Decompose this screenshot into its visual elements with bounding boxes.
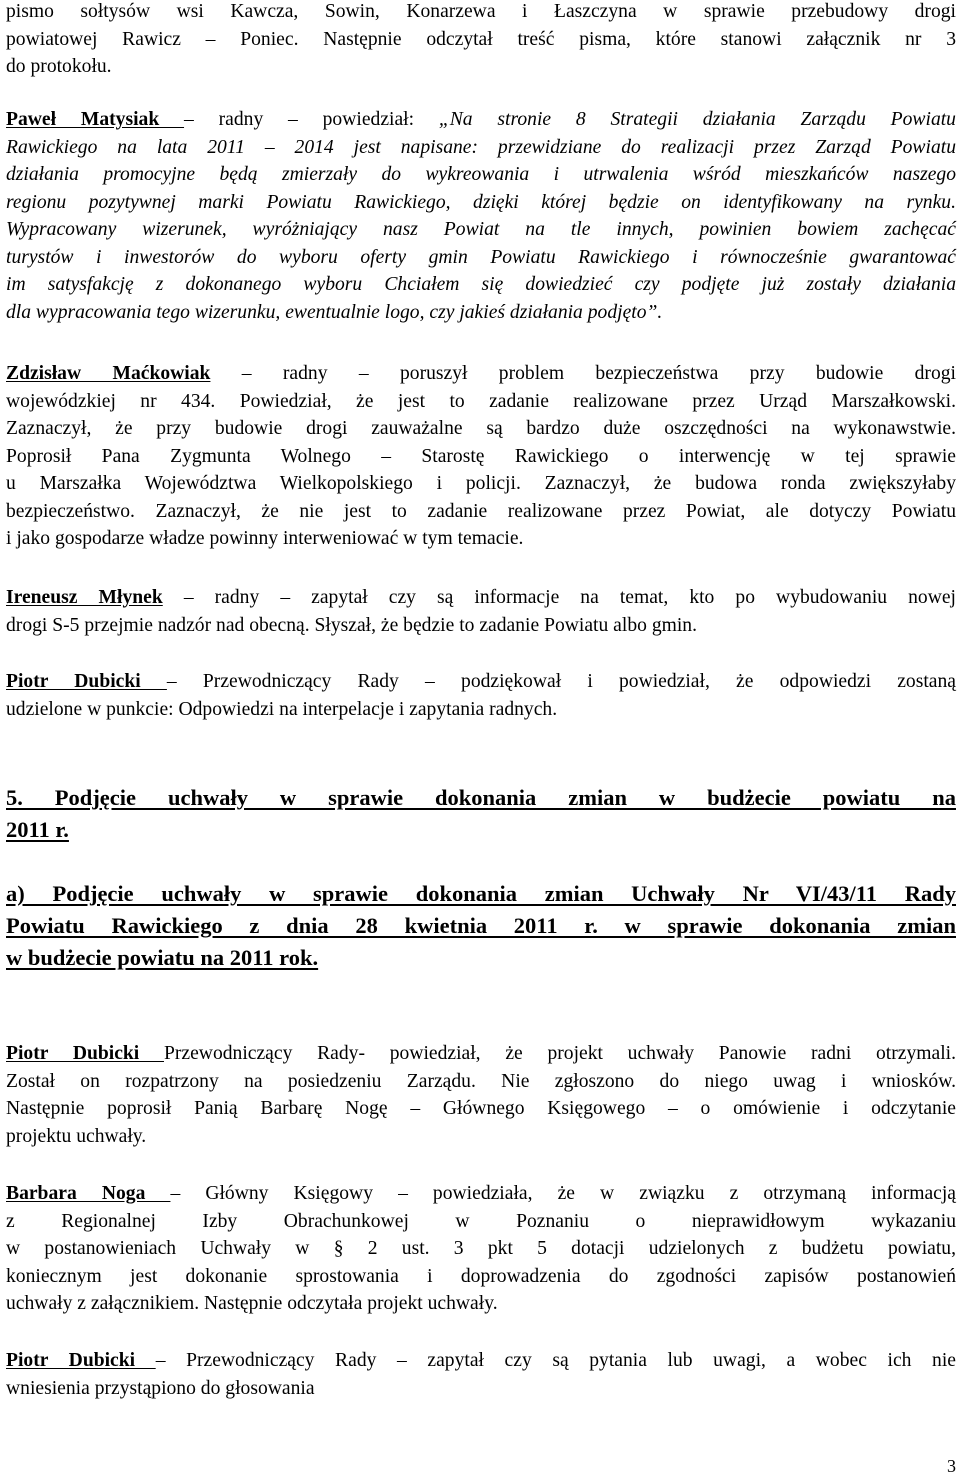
text-line: Został on rozpatrzony na posiedzeniu Zarządu. Nie zgłoszono do niego uwag i wniosków. [6,1070,956,1092]
speaker-name: Piotr Dubicki [6,671,167,692]
page-number: 3 [947,1456,956,1476]
text-line: wniesienia przystąpiono do głosowania [6,1377,315,1399]
paragraph-noga [6,1180,956,1318]
speaker-name: Piotr Dubicki [6,1043,164,1064]
heading-line: a) Podjęcie uchwały w sprawie dokonania zmian Uchwały Nr VI/43/11 Rady [6,881,956,906]
paragraph-dubicki-1 [6,668,956,723]
text-line: Zdzisław Maćkowiak – radny – poruszył problem bezpieczeństwa przy budowie drogi [6,363,956,384]
quote-line: Wypracowany wizerunek, wyróżniający nasz Powiat na tle innych, powinien bowiem zachęcać [6,219,956,240]
heading-line: 5. Podjęcie uchwały w sprawie dokonania zmian w budżecie powiatu na [6,785,956,810]
speaker-name: Paweł Matysiak [6,109,185,130]
paragraph-dubicki-2 [6,1040,956,1150]
text-line: do protokołu. [6,56,112,77]
quote-line: turystów i inwestorów do wyboru oferty gmin Powiatu Rawickiego i równocześnie gwarantować [6,246,956,268]
text-line [6,106,956,134]
text-line: Zaznaczył, że przy budowie drogi zauważalne są bardzo duże oszczędności na wykonawstwie. [6,418,956,439]
speaker-name: Barbara Noga [6,1183,171,1204]
text-line: Piotr Dubicki – Przewodniczący Rady – podziękował i powiedział, że odpowiedzi zostaną [6,671,956,692]
quote-line: Rawickiego na lata 2011 – 2014 jest napisane: przewidziane do realizacji przez Zarząd Powiatu [6,136,956,158]
paragraph-dubicki-3 [6,1347,956,1402]
speaker-name: Ireneusz Młynek [6,587,163,608]
section-heading-5 [6,782,956,846]
quote-text: „Na stronie 8 Strategii działania Zarządu Powiatu [438,109,956,130]
speaker-name: Piotr Dubicki [6,1350,156,1371]
speaker-name: Zdzisław Maćkowiak [6,363,211,384]
text-line: Następnie poprosił Panią Barbarę Nogę – Głównego Księgowego – o omówienie i odczytanie [6,1098,956,1119]
quote-line: im satysfakcję z dokonanego wyboru Chciałem się dowiedzieć czy podjęte już zostały działania [6,274,956,295]
text-line: Ireneusz Młynek – radny – zapytał czy są informacje na temat, kto po wybudowaniu nowej [6,587,957,608]
text-line: i jako gospodarze władze powinny interweniować w tym temacie. [6,528,524,549]
paragraph-matysiak [6,106,956,326]
quote-line: działania promocyjne będą zmierzały do wykreowania i utrwalenia wśród mieszkańców naszego [6,164,956,185]
text-line: uchwały z załącznikiem. Następnie odczytała projekt uchwały. [6,1293,498,1314]
speaker-role: – radny – powiedział: [184,109,439,130]
text-line: udzielone w punkcie: Odpowiedzi na interpelacje i zapytania radnych. [6,698,558,720]
text-line: projektu uchwały. [6,1125,147,1147]
text-line: bezpieczeństwo. Zaznaczył, że nie jest to zadanie realizowane przez Powiat, ale dotyczy Powiatu [6,500,956,522]
paragraph-mlynek [6,584,956,639]
heading-line: Powiatu Rawickiego z dnia 28 kwietnia 2011 r. w sprawie dokonania zmian [6,913,956,938]
heading-line: w budżecie powiatu na 2011 rok. [6,945,319,970]
text-line: koniecznym jest dokonanie sprostowania i doprowadzenia do zgodności zapisów postanowień [6,1265,956,1287]
paragraph-intro [6,0,956,81]
section-heading-5a [6,878,956,974]
text-line: Poprosił Pana Zygmunta Wolnego – Starostę Rawickiego o interwencję w tej sprawie [6,445,956,467]
text-line: u Marszałka Województwa Wielkopolskiego i policji. Zaznaczył, że budowa ronda zwiększyłaby [6,473,956,494]
text-line: powiatowej Rawicz – Poniec. Następnie odczytał treść pisma, które stanowi załącznik nr 3 [6,28,956,50]
quote-line: dla wypracowania tego wizerunku, ewentualnie logo, czy jakieś działania podjęto”. [6,301,663,323]
text-line: Piotr Dubicki Przewodniczący Rady- powiedział, że projekt uchwały Panowie radni otrzymali. [6,1043,956,1064]
text-line: Piotr Dubicki – Przewodniczący Rady – zapytał czy są pytania lub uwagi, a wobec ich nie [6,1350,956,1371]
quote-line: regionu pozytywnej marki Powiatu Rawickiego, dzięki której będzie on identyfikowany na rynku. [6,191,956,213]
text-line: pismo sołtysów wsi Kawcza, Sowin, Konarzewa i Łaszczyna w sprawie przebudowy drogi [6,1,956,22]
heading-line: 2011 r. [6,817,69,842]
text-line: z Regionalnej Izby Obrachunkowej w Poznaniu o nieprawidłowym wykazaniu [6,1210,956,1232]
text-line: wojewódzkiej nr 434. Powiedział, że jest to zadanie realizowane przez Urząd Marszałkowski. [6,390,956,412]
paragraph-mackowiak [6,360,956,553]
text-line: w postanowieniach Uchwały w § 2 ust. 3 pkt 5 dotacji udzielonych z budżetu powiatu, [6,1238,956,1259]
text-line: drogi S-5 przejmie nadzór nad obecną. Słyszał, że będzie to zadanie Powiatu albo gmin. [6,614,697,636]
text-line: Barbara Noga – Główny Księgowy – powiedziała, że w związku z otrzymaną informacją [6,1183,957,1204]
